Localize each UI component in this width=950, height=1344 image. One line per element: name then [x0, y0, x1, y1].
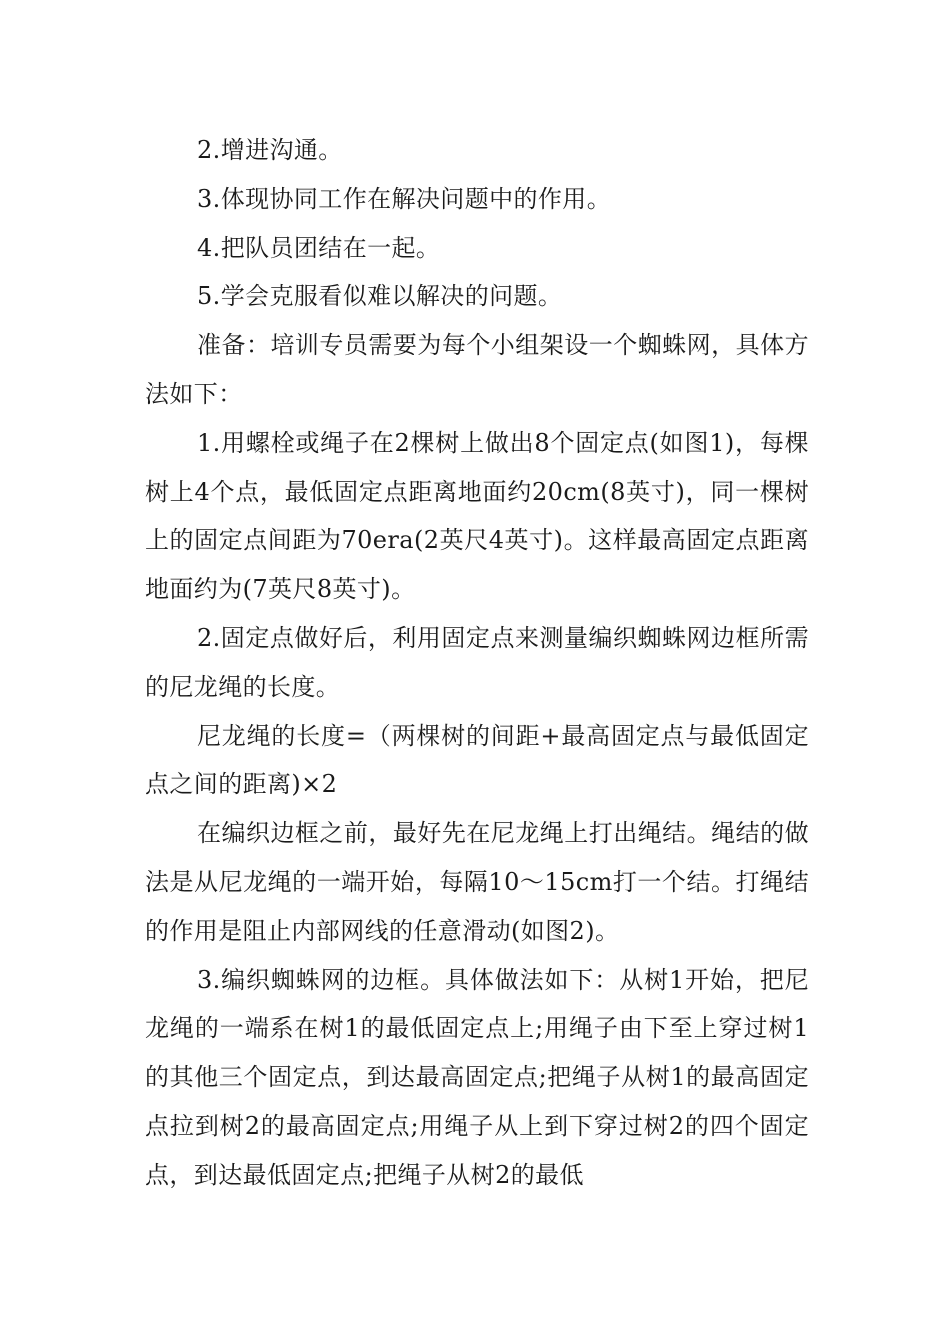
- paragraph-step-2: 2.固定点做好后，利用固定点来测量编织蜘蛛网边框所需的尼龙绳的长度。: [145, 623, 809, 701]
- paragraph-knots: 在编织边框之前，最好先在尼龙绳上打出绳结。绳结的做法是从尼龙绳的一端开始，每隔10～15cm打一个结。打绳结的作用是阻止内部网线的任意滑动(如图2)。: [145, 819, 809, 945]
- paragraph-rope-length-formula: 尼龙绳的长度=（两棵树的间距+最高固定点与最低固定点之间的距离)×2: [145, 721, 809, 799]
- paragraph-step-1: 1.用螺栓或绳子在2棵树上做出8个固定点(如图1)，每棵树上4个点，最低固定点距离地面约20cm(8英寸)，同一棵树上的固定点间距为70era(2英尺4英寸)。这样最高固定点距离地面约为(7英尺8英寸)。: [145, 428, 809, 604]
- paragraph-goal-2: 2.增进沟通。: [197, 136, 343, 164]
- paragraph-goal-3: 3.体现协同工作在解决问题中的作用。: [197, 184, 612, 213]
- paragraph-goal-4: 4.把队员团结在一起。: [197, 233, 441, 262]
- document-body: [145, 126, 809, 1200]
- paragraph-step-3: 3.编织蜘蛛网的边框。具体做法如下：从树1开始，把尼龙绳的一端系在树1的最低固定点上;用绳子由下至上穿过树1的其他三个固定点，到达最高固定点;把绳子从树1的最高固定点拉到树2的最高固定点;用绳子从上到下穿过树2的四个固定点，到达最低固定点;把绳子从树2的最低: [145, 965, 809, 1189]
- paragraph-goal-5: 5.学会克服看似难以解决的问题。: [197, 282, 563, 311]
- paragraph-preparation: 准备：培训专员需要为每个小组架设一个蜘蛛网，具体方法如下：: [145, 331, 809, 408]
